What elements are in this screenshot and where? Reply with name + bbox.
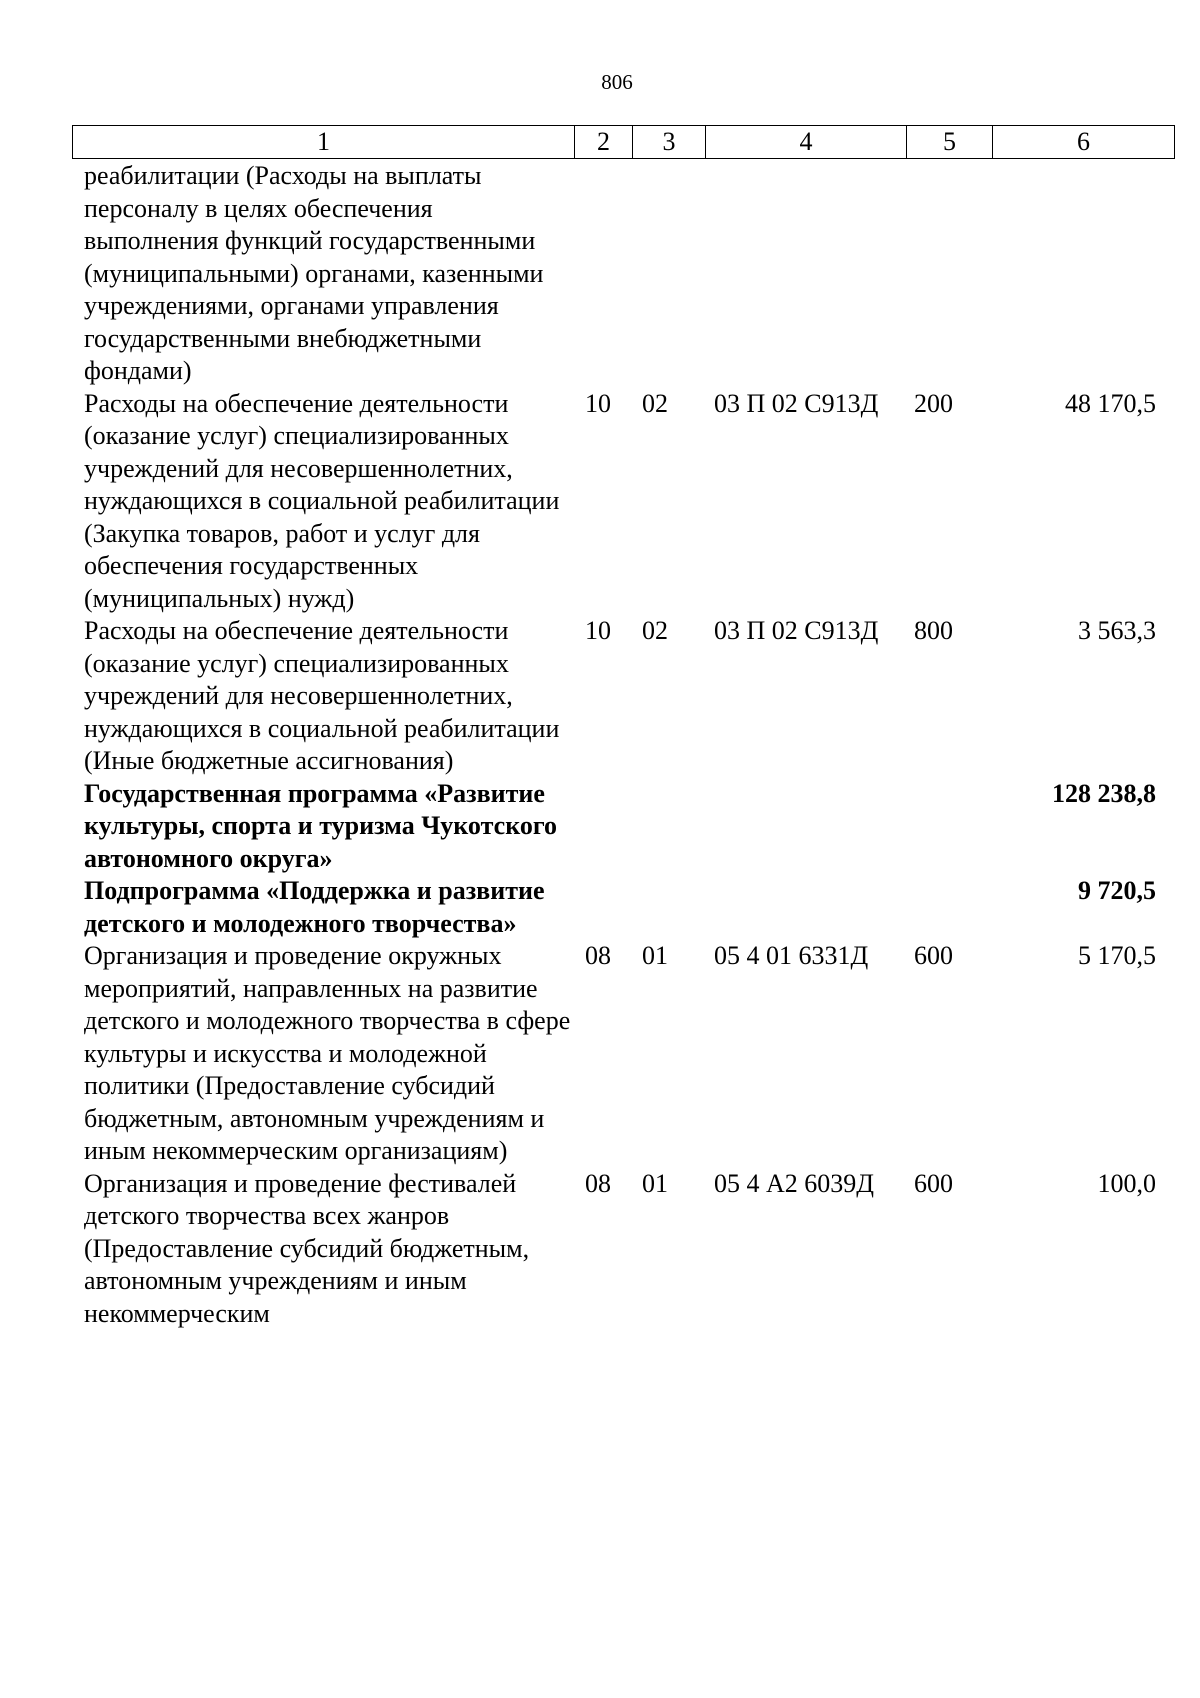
row-amount: 48 170,5	[1065, 388, 1156, 418]
row-target-item	[702, 778, 902, 876]
header-col-5: 5	[907, 126, 993, 159]
row-target-item: 05 4 01 6331Д	[714, 941, 869, 970]
row-subsection	[630, 160, 702, 388]
row-target-item	[702, 875, 902, 940]
header-col-4: 4	[706, 126, 907, 159]
table-row-subprogram	[72, 875, 1168, 940]
row-section	[573, 778, 630, 876]
table-row	[72, 160, 1168, 388]
row-target-item	[702, 160, 902, 388]
row-section: 10	[585, 388, 611, 418]
row-amount: 9 720,5	[1078, 876, 1156, 905]
header-col-2: 2	[575, 126, 633, 159]
row-target-item: 03 П 02 С913Д	[714, 388, 879, 418]
table-row	[72, 940, 1168, 1168]
row-amount: 128 238,8	[1052, 778, 1156, 808]
row-subsection: 01	[642, 941, 668, 970]
table-row	[72, 388, 1168, 616]
row-amount: 100,0	[1097, 1168, 1156, 1198]
row-section: 10	[585, 616, 611, 645]
header-col-6: 6	[993, 126, 1175, 159]
row-subsection: 02	[642, 616, 668, 645]
row-description: Организация и проведение окружных мероприятий, направленных на развитие детского и молодежного творчества в сфере культуры и искусства и молодежной политики (Предоставление субсидий бюджетным, автономным учреждениям и иным некоммерческим организациям)	[84, 941, 571, 1165]
row-description: Организация и проведение фестивалей детского творчества всех жанров (Предоставление субсидий бюджетным, автономным учреждениям и иным некоммерческим	[84, 1168, 530, 1328]
row-expense-type: 200	[914, 388, 953, 418]
table-row-program	[72, 778, 1168, 876]
row-subsection: 01	[642, 1168, 668, 1198]
table-row	[72, 615, 1168, 778]
row-expense-type: 800	[914, 616, 953, 645]
row-amount: 5 170,5	[1078, 941, 1156, 970]
row-expense-type	[902, 778, 987, 876]
row-subsection	[630, 875, 702, 940]
page-number: 806	[601, 70, 633, 94]
row-subsection	[630, 778, 702, 876]
row-section	[573, 875, 630, 940]
header-col-1: 1	[73, 126, 575, 159]
row-target-item: 03 П 02 С913Д	[714, 616, 879, 645]
row-expense-type: 600	[914, 941, 953, 970]
row-subsection: 02	[642, 388, 668, 418]
header-col-3: 3	[633, 126, 706, 159]
row-description: реабилитации (Расходы на выплаты персоналу в целях обеспечения выполнения функций государственными (муниципальными) органами, казенными учреждениями, органами управления государственными внебюджетными фондами)	[84, 161, 544, 385]
row-section	[573, 160, 630, 388]
row-expense-type: 600	[914, 1168, 953, 1198]
row-expense-type	[902, 160, 987, 388]
row-section: 08	[585, 1168, 611, 1198]
row-description: Расходы на обеспечение деятельности (оказание услуг) специализированных учреждений для несовершеннолетних, нуждающихся в социальной реабилитации (Закупка товаров, работ и услуг для обеспечения государственных (муниципальных) нужд)	[84, 388, 560, 613]
row-description: Подпрограмма «Поддержка и развитие детского и молодежного творчества»	[84, 876, 545, 938]
row-amount: 3 563,3	[1078, 616, 1156, 645]
row-expense-type	[902, 875, 987, 940]
row-section: 08	[585, 941, 611, 970]
row-target-item: 05 4 А2 6039Д	[714, 1168, 875, 1198]
row-amount	[987, 160, 1168, 388]
row-description: Государственная программа «Развитие культуры, спорта и туризма Чукотского автономного округа»	[84, 778, 557, 873]
row-description: Расходы на обеспечение деятельности (оказание услуг) специализированных учреждений для несовершеннолетних, нуждающихся в социальной реабилитации (Иные бюджетные ассигнования)	[84, 616, 560, 775]
table-header	[72, 125, 1175, 159]
table-row	[72, 1168, 1168, 1331]
budget-table	[72, 160, 1168, 1330]
